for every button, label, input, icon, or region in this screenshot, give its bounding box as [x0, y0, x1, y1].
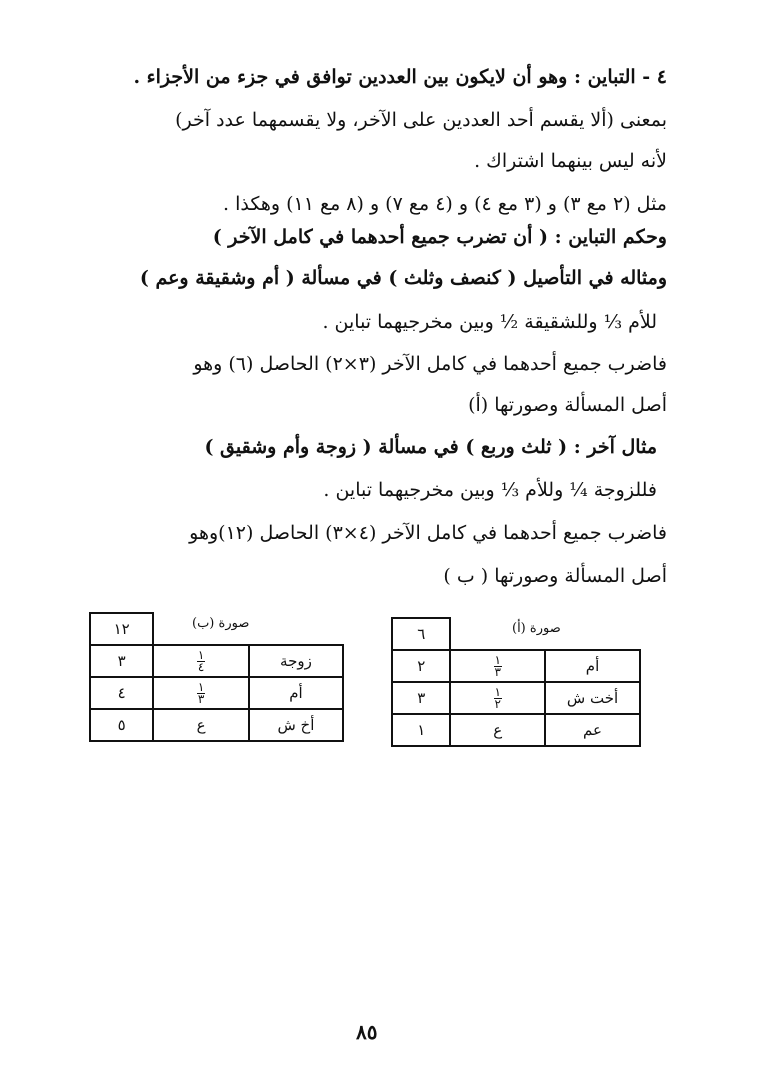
text-line-13: أصل المسألة وصورتها ( ب ) [443, 565, 667, 587]
text-line-6: ومثاله في التأصيل ( كنصف وثلث ) في مسألة ( أم وشقيقة وعم ) [139, 267, 667, 289]
text-line-9: أصل المسألة وصورتها (أ) [468, 394, 667, 416]
table-b-caption: صورة (ب) [192, 616, 250, 631]
table-a-share [450, 682, 545, 714]
table-b-count: ٣ [90, 645, 153, 677]
frac-denominator: ٢ [494, 696, 501, 711]
frac-numerator: ١ [197, 647, 205, 662]
text-line-7: للأم ⅓ وللشقيقة ½ وبين مخرجيهما تباين . [322, 311, 657, 333]
text-line-2: بمعنى (ألا يقسم أحد العددين على الآخر، ولا يقسمهما عدد آخر) [175, 109, 667, 131]
text-line-5: وحكم التباين : ( أن تضرب جميع أحدهما في كامل الآخر ) [212, 226, 667, 248]
table-a-heir: عم [545, 714, 640, 746]
table-b-heir: أم [249, 677, 343, 709]
table-b-empty [249, 613, 343, 645]
table-b-share: ع [153, 709, 249, 741]
table-a-heir: أخت ش [545, 682, 640, 714]
table-a-count: ٢ [392, 650, 450, 682]
table-a-count: ٣ [392, 682, 450, 714]
text-line-8: فاضرب جميع أحدهما في كامل الآخر (٣×٢) الحاصل (٦) وهو [193, 353, 667, 375]
table-a [391, 617, 641, 747]
table-row [90, 645, 343, 677]
text-line-10: مثال آخر : ( ثلث وربع ) في مسألة ( زوجة وأم وشقيق ) [204, 436, 657, 458]
table-b-heir: أخ ش [249, 709, 343, 741]
table-row [90, 709, 343, 741]
table-a-caption: صورة (أ) [512, 621, 561, 636]
table-a-share: ع [450, 714, 545, 746]
frac-denominator: ٤ [197, 659, 205, 674]
table-a-empty [450, 618, 545, 650]
text-line-11: فللزوجة ¼ وللأم ⅓ وبين مخرجيهما تباين . [323, 479, 657, 501]
text-line-1: ٤ - التباين : وهو أن لايكون بين العددين توافق في جزء من الأجزاء . [133, 66, 667, 88]
table-a-heir: أم [545, 650, 640, 682]
text-line-3: لأنه ليس بينهما اشتراك . [474, 150, 667, 172]
table-b-share [153, 645, 249, 677]
frac-numerator: ١ [494, 652, 501, 667]
frac-denominator: ٣ [197, 691, 205, 706]
table-a-empty [545, 618, 640, 650]
text-line-12: فاضرب جميع أحدهما في كامل الآخر (٤×٣) الحاصل (١٢)وهو [189, 522, 667, 544]
text-line-4: مثل (٢ مع ٣) و (٣ مع ٤) و (٤ مع ٧) و (٨ مع ١١) وهكذا . [223, 193, 667, 215]
table-b [89, 612, 344, 742]
frac-numerator: ١ [197, 679, 205, 694]
frac-denominator: ٣ [494, 664, 501, 679]
table-row [392, 682, 640, 714]
table-row [392, 650, 640, 682]
table-a-total: ٦ [392, 618, 450, 650]
table-b-total: ١٢ [90, 613, 153, 645]
table-b-count: ٤ [90, 677, 153, 709]
table-b-empty [153, 613, 249, 645]
table-b-share [153, 677, 249, 709]
frac-numerator: ١ [494, 684, 501, 699]
page-number: ٨٥ [356, 1020, 378, 1044]
table-row [392, 714, 640, 746]
table-a-share [450, 650, 545, 682]
table-b-count: ٥ [90, 709, 153, 741]
table-row [90, 677, 343, 709]
table-b-heir: زوجة [249, 645, 343, 677]
table-a-count: ١ [392, 714, 450, 746]
